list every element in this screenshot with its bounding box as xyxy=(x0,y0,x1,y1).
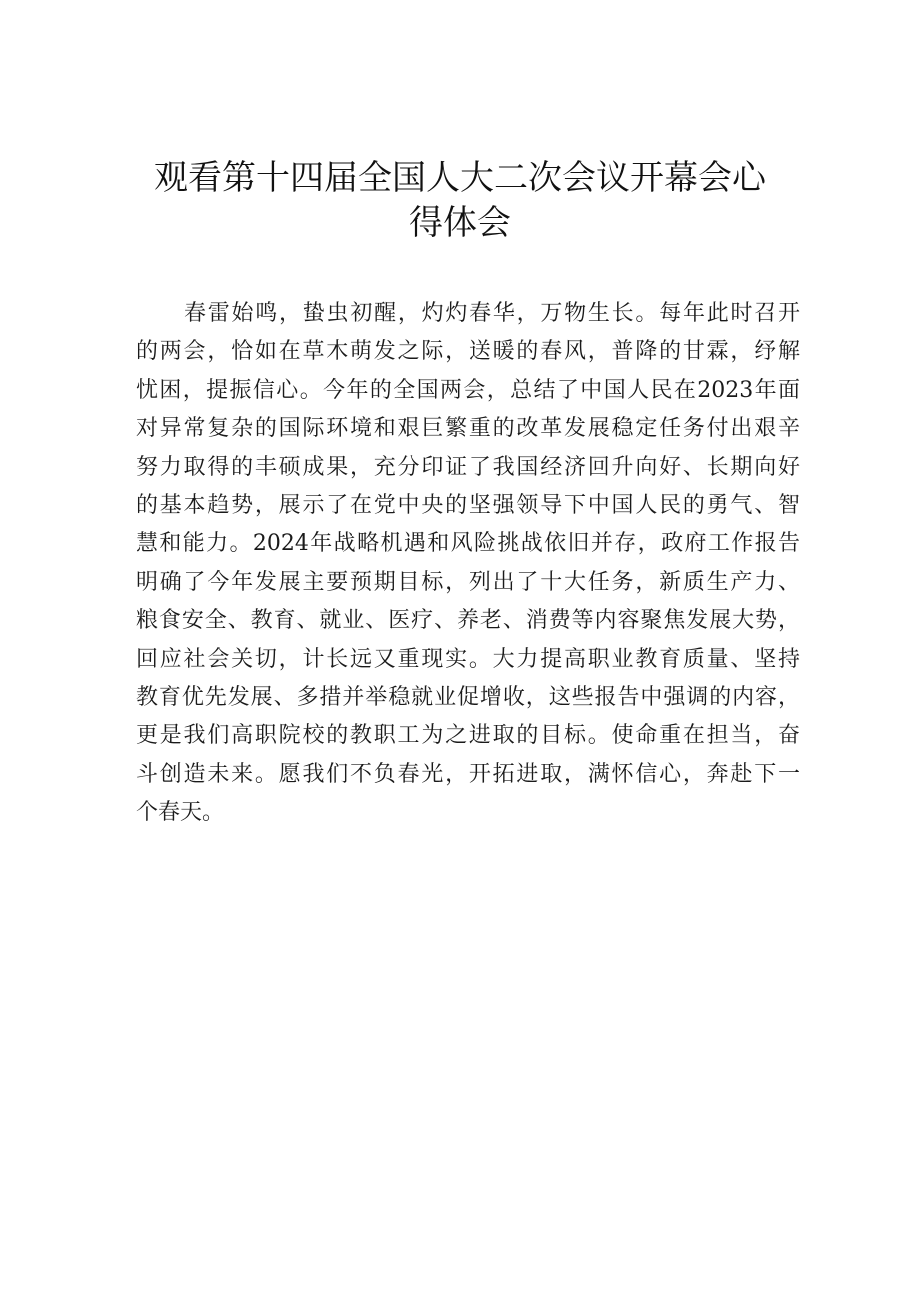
title-line-1: 观看第十四届全国人大二次会议开幕会心 xyxy=(154,158,766,198)
body-line-7: 慧和能力。2024年战略机遇和风险挑战依旧并存，政府工作报告 xyxy=(136,531,800,557)
title-line-2: 得体会 xyxy=(409,203,511,243)
body-line-3: 忧困，提振信心。今年的全国两会，总结了中国人民在2023年面 xyxy=(136,377,800,403)
body-line-11: 教育优先发展、多措并举稳就业促增收，这些报告中强调的内容， xyxy=(136,684,800,710)
body-line-12: 更是我们高职院校的教职工为之进取的目标。使命重在担当，奋 xyxy=(136,723,800,749)
body-line-9: 粮食安全、教育、就业、医疗、养老、消费等内容聚焦发展大势， xyxy=(136,608,800,634)
body-line-10: 回应社会关切，计长远又重现实。大力提高职业教育质量、坚持 xyxy=(136,646,800,672)
body-line-5: 努力取得的丰硕成果，充分印证了我国经济回升向好、长期向好 xyxy=(136,454,800,480)
body-line-1: 春雷始鸣，蛰虫初醒，灼灼春华，万物生长。每年此时召开 xyxy=(184,301,800,326)
body-line-14: 个春天。 xyxy=(136,800,225,826)
body-line-8: 明确了今年发展主要预期目标，列出了十大任务，新质生产力、 xyxy=(136,569,800,595)
body-line-2: 的两会，恰如在草木萌发之际，送暖的春风，普降的甘霖，纾解 xyxy=(136,339,800,365)
body-line-6: 的基本趋势，展示了在党中央的坚强领导下中国人民的勇气、智 xyxy=(136,492,800,518)
body-line-13: 斗创造未来。愿我们不负春光，开拓进取，满怀信心，奔赴下一 xyxy=(136,761,800,787)
body-paragraph xyxy=(136,295,800,832)
page-title xyxy=(100,156,820,246)
body-line-4: 对异常复杂的国际环境和艰巨繁重的改革发展稳定任务付出艰辛 xyxy=(136,416,800,442)
